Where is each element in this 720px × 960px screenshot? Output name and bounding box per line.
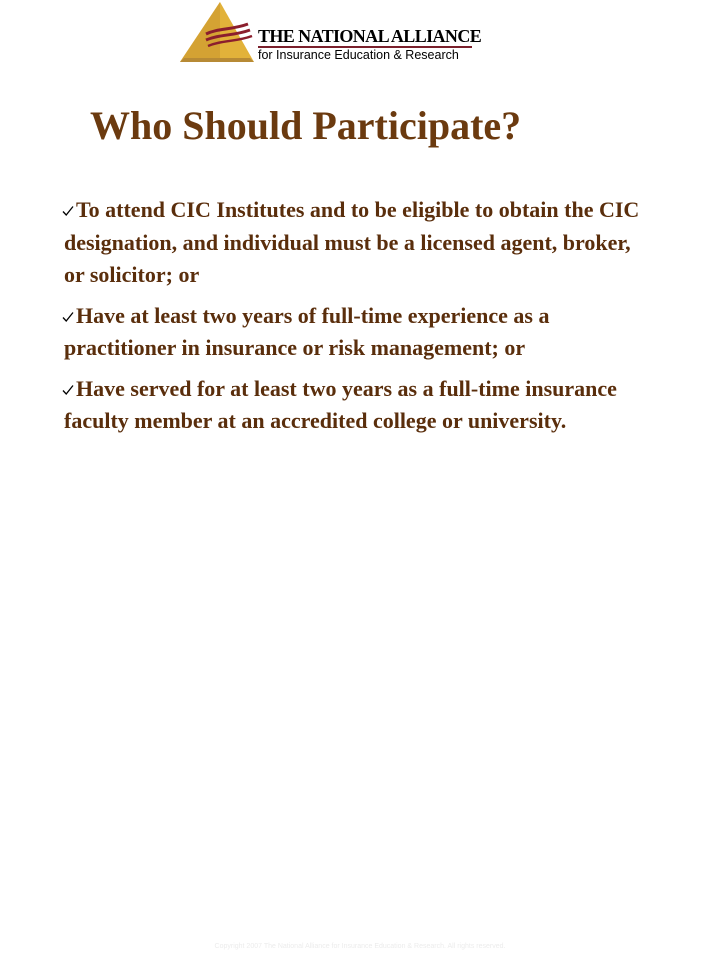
logo-title: THE NATIONAL ALLIANCE bbox=[258, 26, 482, 46]
checkmark-icon bbox=[62, 205, 74, 217]
logo-subtitle: for Insurance Education & Research bbox=[258, 48, 459, 62]
criteria-item bbox=[64, 373, 644, 438]
footer-copyright: Copyright 2007 The National Alliance for Insurance Education & Research. All rights reserved. bbox=[214, 943, 506, 950]
criteria-item bbox=[64, 194, 644, 292]
page-title: Who Should Participate? bbox=[90, 103, 522, 148]
criteria-item bbox=[64, 300, 644, 365]
criteria-text: Have at least two years of full-time experience as a practitioner in insurance or risk management; or bbox=[64, 302, 550, 360]
criteria-text: To attend CIC Institutes and to be eligible to obtain the CIC designation, and individual must be a licensed agent, broker, or solicitor; or bbox=[64, 197, 640, 287]
checkmark-icon bbox=[62, 384, 74, 396]
triangle-logo-icon bbox=[176, 0, 258, 66]
criteria-text: Have served for at least two years as a full-time insurance faculty member at an accredited college or university. bbox=[64, 375, 617, 433]
checkmark-icon bbox=[62, 311, 74, 323]
national-alliance-logo bbox=[176, 0, 482, 66]
eligibility-criteria-list bbox=[64, 194, 644, 446]
